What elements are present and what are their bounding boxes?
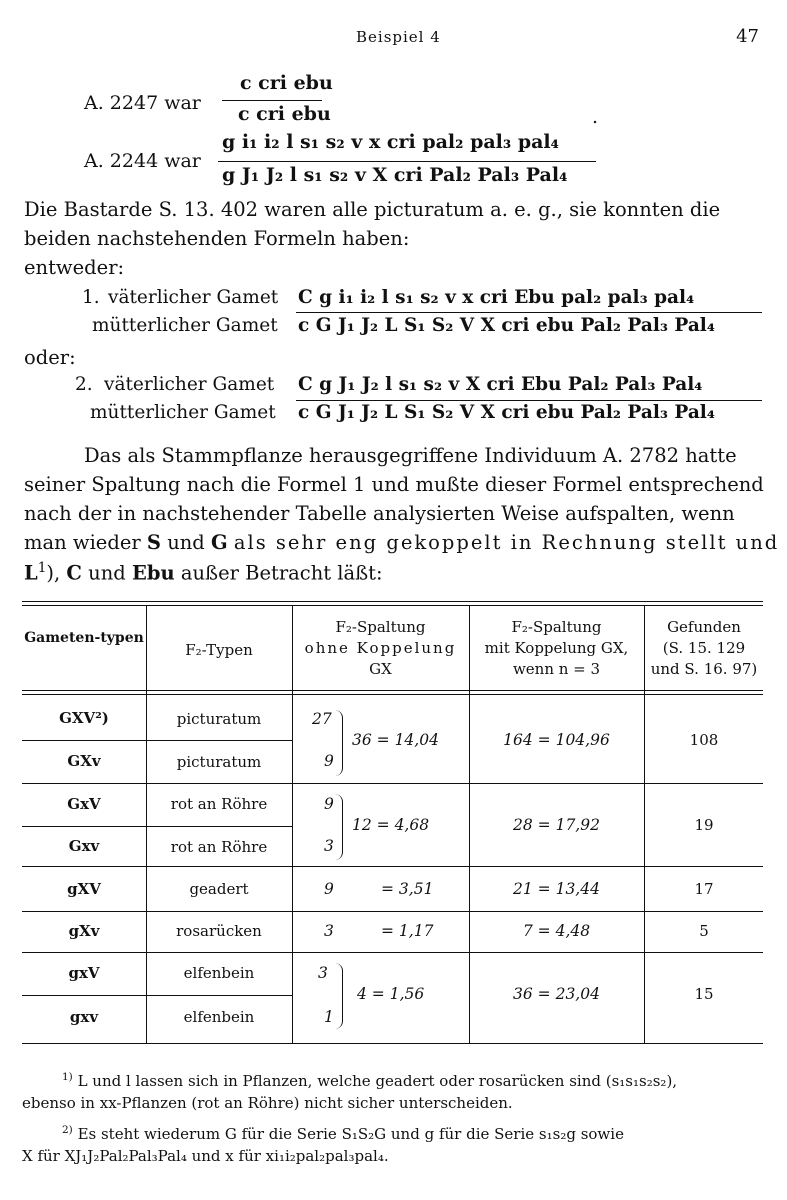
f2-type: picturatum xyxy=(176,753,262,771)
option-1-vater-label: väterlicher Gamet xyxy=(108,287,279,308)
value-with-linkage: 36 = 23,04 xyxy=(513,985,600,1003)
running-title: Beispiel 4 xyxy=(356,28,441,46)
header-line: F₂-Spaltung xyxy=(511,618,602,636)
oder-label: oder: xyxy=(24,346,76,369)
option-1-vater-formula: C g i₁ i₂ l s₁ s₂ v x cri Ebu pal₂ pal₃ pal₄ xyxy=(298,287,695,308)
header-line: ohne Koppelung xyxy=(304,639,457,657)
sum-without-linkage: 4 = 1,56 xyxy=(357,985,425,1003)
gamete-type: gXV xyxy=(67,880,101,898)
header-found xyxy=(644,617,764,680)
text: und xyxy=(88,561,126,585)
sum-without-linkage: 12 = 4,68 xyxy=(352,816,430,834)
symbol-S: S xyxy=(146,531,161,554)
gamete-type: gxv xyxy=(69,1008,99,1026)
entweder-label: entweder: xyxy=(24,256,125,279)
symbol-G: G xyxy=(211,531,228,554)
f2-type: rot an Röhre xyxy=(170,795,268,813)
value-with-linkage: 7 = 4,48 xyxy=(522,922,591,940)
fraction-bar xyxy=(218,161,596,162)
brace xyxy=(334,794,343,860)
sum-without-linkage: = 1,17 xyxy=(381,922,434,940)
option-2-vater-formula: C g J₁ J₂ l s₁ s₂ v X cri Ebu Pal₂ Pal₃ Pal₄ xyxy=(298,374,703,395)
row-divider xyxy=(22,952,763,953)
row-divider xyxy=(22,911,763,912)
paragraph-line-5 xyxy=(24,560,383,585)
footnote-text: X für XJ₁J₂Pal₂Pal₃Pal₄ und x für xi₁i₂pal₂pal₃pal₄. xyxy=(22,1147,389,1165)
option-2-number: 2. xyxy=(75,374,93,395)
found-count: 19 xyxy=(694,816,714,834)
table-rule xyxy=(22,690,763,691)
gamete-type: gxV xyxy=(68,964,100,982)
value-with-linkage: 28 = 17,92 xyxy=(513,816,600,834)
option-1-number: 1. xyxy=(82,287,100,308)
count-without-linkage: 9 xyxy=(324,880,334,898)
f2-type: rot an Röhre xyxy=(170,838,268,856)
value-with-linkage: 164 = 104,96 xyxy=(503,731,610,749)
footnote-text: ebenso in xx-Pflanzen (rot an Röhre) nicht sicher unterscheiden. xyxy=(22,1094,513,1112)
footnote-mark: 1) xyxy=(62,1071,73,1083)
footnote-1 xyxy=(22,1066,764,1114)
intro-line-2: beiden nachstehenden Formeln haben: xyxy=(24,227,410,250)
sum-without-linkage: = 3,51 xyxy=(381,880,434,898)
option-2-mutter-label: mütterlicher Gamet xyxy=(90,402,276,423)
row-divider xyxy=(22,783,763,784)
found-count: 108 xyxy=(689,731,719,749)
f2-type: elfenbein xyxy=(183,964,255,982)
formula-a2247-numerator: c cri ebu xyxy=(240,72,333,94)
gamete-type: gXv xyxy=(68,922,100,940)
f2-type: picturatum xyxy=(176,710,262,728)
count-without-linkage: 3 xyxy=(318,964,328,982)
text: als sehr eng gekoppelt in Rechnung stellt und xyxy=(233,531,780,554)
table-rule xyxy=(22,605,763,606)
formula-a2244-numerator: g i₁ i₂ l s₁ s₂ v x cri pal₂ pal₃ pal₄ xyxy=(222,131,559,153)
header-line: mit Koppelung GX, xyxy=(484,639,629,657)
count-without-linkage: 9 xyxy=(324,752,334,770)
formula-a2247-label: A. 2247 war xyxy=(84,92,201,114)
option-2-vater-label: väterlicher Gamet xyxy=(104,374,275,395)
header-line: (S. 15. 129 xyxy=(662,639,746,657)
footnote-2 xyxy=(22,1119,764,1167)
footnote-ref: 1 xyxy=(37,560,47,576)
gamete-type: Gxv xyxy=(68,837,100,855)
formula-a2247-end: . xyxy=(592,106,599,128)
count-without-linkage: 3 xyxy=(324,922,334,940)
paragraph-line-4 xyxy=(24,531,779,554)
header-line: F₂-Spaltung xyxy=(335,618,426,636)
header-line: und S. 16. 97) xyxy=(650,660,758,678)
gamete-type: GxV xyxy=(67,795,101,813)
header-without-linkage xyxy=(292,617,469,680)
fraction-bar xyxy=(296,400,762,401)
text: man wieder xyxy=(24,531,141,554)
text: ), xyxy=(46,561,61,585)
text: außer Betracht läßt: xyxy=(180,561,383,585)
formula-a2244-denominator: g J₁ J₂ l s₁ s₂ v X cri Pal₂ Pal₃ Pal₄ xyxy=(222,164,568,186)
row-divider xyxy=(22,995,292,996)
table-rule xyxy=(22,1043,763,1044)
header-line: GX xyxy=(369,660,392,678)
count-without-linkage: 9 xyxy=(324,795,334,813)
gamete-type: GXv xyxy=(67,752,101,770)
header-f2-types: F₂-Typen xyxy=(185,641,253,659)
row-divider xyxy=(22,826,292,827)
paragraph-line-3: nach der in nachstehender Tabelle analysierten Weise aufspalten, wenn xyxy=(24,502,735,525)
brace xyxy=(334,710,343,776)
brace xyxy=(334,963,343,1029)
header-with-linkage xyxy=(469,617,644,680)
found-count: 15 xyxy=(694,985,714,1003)
count-without-linkage: 27 xyxy=(312,710,332,728)
page-number: 47 xyxy=(736,26,759,47)
count-without-linkage: 1 xyxy=(324,1008,334,1026)
table-rule xyxy=(22,601,763,602)
footnote-text: Es steht wiederum G für die Serie S₁S₂G und g für die Serie s₁s₂g sowie xyxy=(77,1125,624,1143)
option-1-mutter-formula: c G J₁ J₂ L S₁ S₂ V X cri ebu Pal₂ Pal₃ Pal₄ xyxy=(298,315,715,336)
header-gametes: Gameten-typen xyxy=(24,630,144,646)
value-with-linkage: 21 = 13,44 xyxy=(513,880,600,898)
gamete-type: GXV²) xyxy=(59,709,109,727)
fraction-bar xyxy=(222,100,322,101)
header-line: Gefunden xyxy=(667,618,741,636)
table-rule xyxy=(22,694,763,695)
option-1-mutter-label: mütterlicher Gamet xyxy=(92,315,278,336)
paragraph-line-2: seiner Spaltung nach die Formel 1 und mußte dieser Formel entsprechend xyxy=(24,473,764,496)
found-count: 5 xyxy=(699,922,709,940)
header-line: wenn n = 3 xyxy=(512,660,601,678)
row-divider xyxy=(22,740,292,741)
text: und xyxy=(167,531,205,554)
fraction-bar xyxy=(296,312,762,313)
f2-type: elfenbein xyxy=(183,1008,255,1026)
paragraph-line-1: Das als Stammpflanze herausgegriffene Individuum A. 2782 hatte xyxy=(84,444,737,467)
row-divider xyxy=(22,866,763,867)
f2-type: geadert xyxy=(189,880,249,898)
symbol-L: L xyxy=(24,561,38,585)
sum-without-linkage: 36 = 14,04 xyxy=(352,731,439,749)
found-count: 17 xyxy=(694,880,714,898)
option-2-mutter-formula: c G J₁ J₂ L S₁ S₂ V X cri ebu Pal₂ Pal₃ Pal₄ xyxy=(298,402,715,423)
footnote-mark: 2) xyxy=(62,1124,73,1136)
footnote-text: L und l lassen sich in Pflanzen, welche geadert oder rosarücken sind (s₁s₁s₂s₂), xyxy=(77,1072,678,1090)
f2-type: rosarücken xyxy=(176,922,262,940)
count-without-linkage: 3 xyxy=(324,837,334,855)
formula-a2247-denominator: c cri ebu xyxy=(238,103,331,125)
intro-line-1: Die Bastarde S. 13. 402 waren alle picturatum a. e. g., sie konnten die xyxy=(24,198,721,221)
symbol-C: C xyxy=(66,561,82,585)
formula-a2244-label: A. 2244 war xyxy=(84,150,201,172)
symbol-Ebu: Ebu xyxy=(131,561,175,585)
